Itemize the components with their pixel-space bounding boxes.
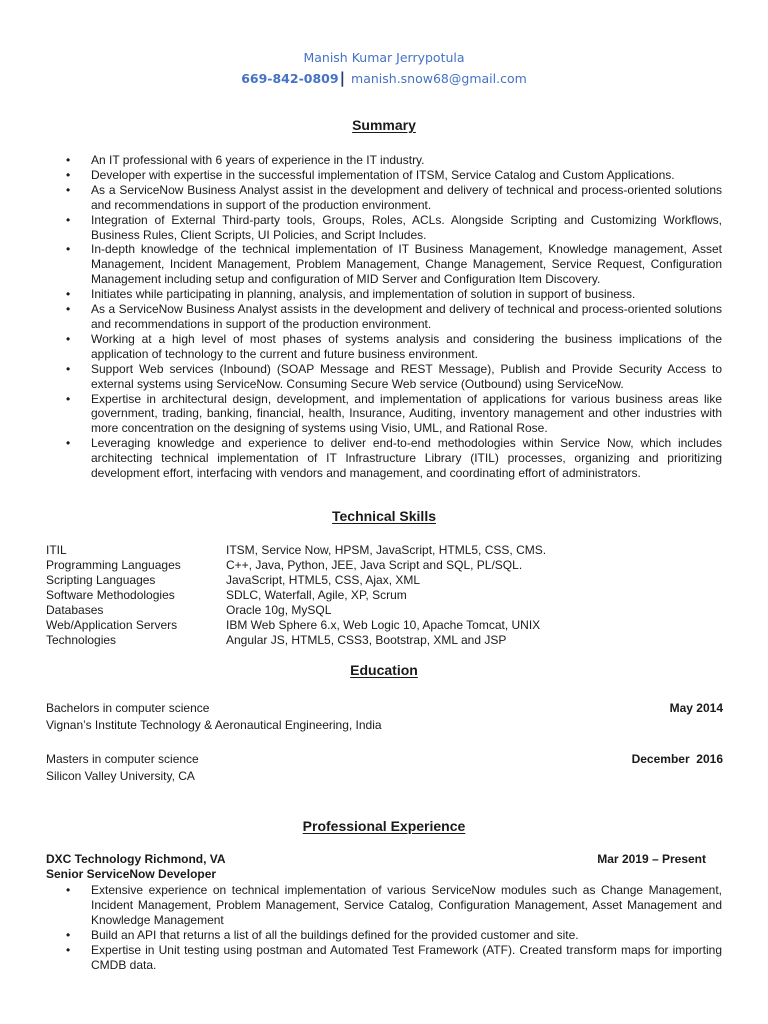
professional-experience-heading: Professional Experience: [302, 818, 466, 834]
education-date: December 2016: [631, 752, 723, 766]
job-title: Senior ServiceNow Developer: [46, 867, 217, 881]
skill-value: Oracle 10g, MySQL: [226, 603, 332, 617]
education-degree: Bachelors in computer science: [46, 701, 210, 715]
skill-row: [46, 543, 606, 558]
skill-row: [46, 573, 606, 588]
summary-list: [66, 153, 722, 481]
phone-number: 669-842-0809: [241, 71, 339, 86]
skill-value: IBM Web Sphere 6.x, Web Logic 10, Apache Tomcat, UNIX: [226, 618, 541, 632]
technical-skills-heading: Technical Skills: [331, 508, 436, 524]
company-name: DXC Technology Richmond, VA: [46, 852, 226, 866]
skill-row: [46, 588, 606, 603]
skill-category: Scripting Languages: [46, 573, 156, 587]
bullet-item: • Expertise in architectural design, development, and implementation of applications for various business areas like government, trading, banking, financial, health, Insurance, Auditing, inventory management and other industries with more concentration on the designing of systems using Visio, UML, and Rational Rose.: [66, 392, 722, 437]
skill-value: C++, Java, Python, JEE, Java Script and SQL, PL/SQL.: [226, 558, 523, 572]
employment-period: Mar 2019 – Present: [597, 852, 706, 866]
skill-value: SDLC, Waterfall, Agile, XP, Scrum: [226, 588, 407, 602]
bullet-item: • Integration of External Third-party tools, Groups, Roles, ACLs. Alongside Scripting and Customizing Workflows, Business Rules, Client Scripts, UI Policies, and Script Includes.: [66, 213, 722, 243]
bullet-item: • Leveraging knowledge and experience to deliver end-to-end methodologies within Service Now, which includes architecting technical implementation of IT Infrastructure Library (ITIL) processes, organizing and prioritizing development effort, interfacing with vendors and management, and coordinating effort of administrators.: [66, 436, 722, 481]
skill-value: ITSM, Service Now, HPSM, JavaScript, HTML5, CSS, CMS.: [226, 543, 547, 557]
education-degree: Masters in computer science: [46, 752, 199, 766]
bullet-item: • Extensive experience on technical implementation of various ServiceNow modules such as Change Management, Incident Management, Problem Management, Service Catalog, Configuration Management, Asset Management and Knowledge Management: [66, 883, 722, 928]
skill-category: Technologies: [46, 633, 117, 647]
skill-category: Web/Application Servers: [46, 618, 178, 632]
skill-row: [46, 618, 606, 633]
skill-value: Angular JS, HTML5, CSS3, Bootstrap, XML and JSP: [226, 633, 507, 647]
bullet-item: • Build an API that returns a list of all the buildings defined for the provided customer and site.: [66, 928, 722, 943]
skill-category: Software Methodologies: [46, 588, 175, 602]
resume-header: [0, 50, 768, 88]
skill-category: Databases: [46, 603, 104, 617]
experience-header: [46, 852, 706, 882]
email-address: manish.snow68@gmail.com: [351, 71, 527, 86]
education-date: May 2014: [669, 701, 723, 715]
education-entry: [46, 700, 723, 734]
skill-category: ITIL: [46, 543, 67, 557]
skill-row: [46, 603, 606, 618]
education-heading: Education: [350, 662, 418, 678]
bullet-item: • Developer with expertise in the successful implementation of ITSM, Service Catalog and Custom Applications.: [66, 168, 722, 183]
contact-separator: |: [339, 69, 346, 87]
skill-value: JavaScript, HTML5, CSS, Ajax, XML: [226, 573, 421, 587]
skill-row: [46, 633, 606, 648]
candidate-name: Manish Kumar Jerrypotula: [303, 50, 465, 65]
summary-heading: Summary: [352, 117, 416, 133]
contact-line: [0, 69, 768, 88]
education-institution: Silicon Valley University, CA: [46, 769, 195, 783]
bullet-item: • As a ServiceNow Business Analyst assists in the development and delivery of technical and process-oriented solutions and recommendations in support of the production environment.: [66, 302, 722, 332]
bullet-item: • An IT professional with 6 years of experience in the IT industry.: [66, 153, 722, 168]
education-institution: Vignan’s Institute Technology & Aeronautical Engineering, India: [46, 718, 382, 732]
bullet-item: • In-depth knowledge of the technical implementation of IT Business Management, Knowledge management, Asset Management, Incident Management, Problem Management, Change Management, Service Request, Configuration Management including setup and configuration of MID Server and Configuration Item Discovery.: [66, 242, 722, 287]
bullet-item: • As a ServiceNow Business Analyst assist in the development and delivery of technical and process-oriented solutions and recommendations in support of the production environment.: [66, 183, 722, 213]
bullet-item: • Initiates while participating in planning, analysis, and implementation of solution in support of business.: [66, 287, 722, 302]
bullet-item: • Working at a high level of most phases of systems analysis and considering the business implications of the application of technology to the current and future business environment.: [66, 332, 722, 362]
skill-category: Programming Languages: [46, 558, 181, 572]
education-entry: [46, 751, 723, 785]
bullet-item: • Support Web services (Inbound) (SOAP Message and REST Message), Publish and Provide Security Access to external systems using ServiceNow. Consuming Secure Web service (Outbound) using ServiceNow.: [66, 362, 722, 392]
experience-list: [66, 883, 722, 972]
technical-skills-table: [46, 543, 606, 648]
bullet-item: • Expertise in Unit testing using postman and Automated Test Framework (ATF). Created transform maps for importing CMDB data.: [66, 943, 722, 973]
skill-row: [46, 558, 606, 573]
